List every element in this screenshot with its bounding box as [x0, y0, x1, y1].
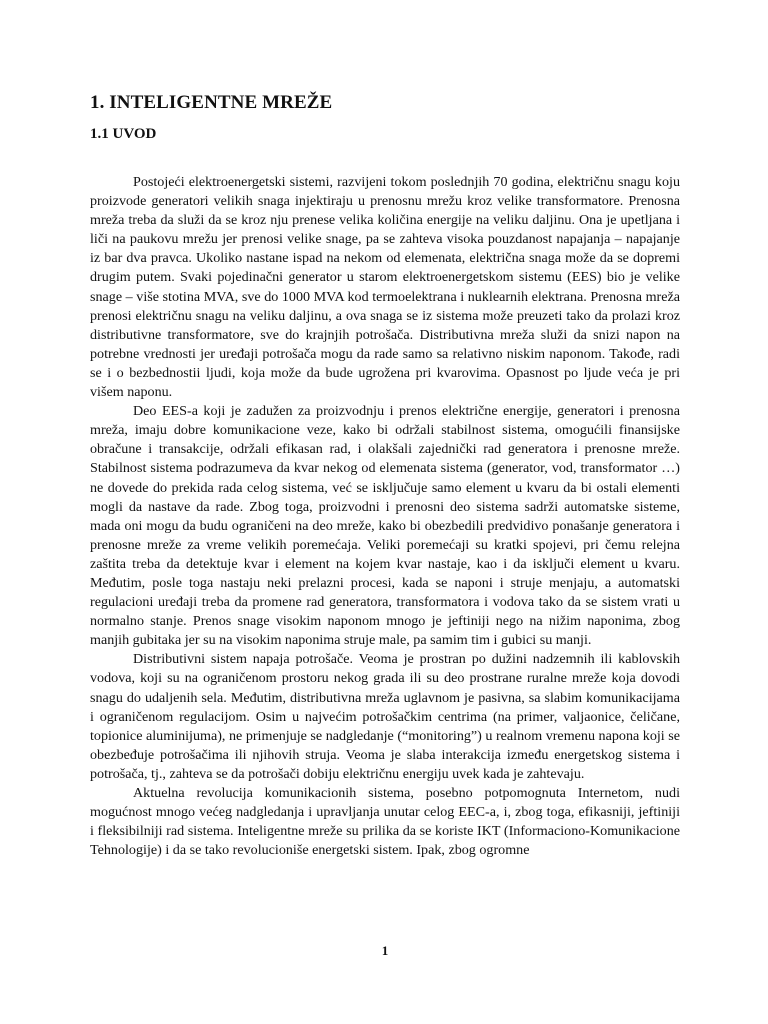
paragraph-1: Postojeći elektroenergetski sistemi, razvijeni tokom poslednjih 70 godina, električnu snagu koju proizvode generatori velikih snaga injektiraju u prenosnu mrežu kroz velike transformatore. Prenosna mreža treba da služi da se kroz nju prenese velika količina energije na veliku daljinu. Ona je upetljana i liči na paukovu mrežu jer prenosi velike snage, pa se zahteva visoka pouzdanost napajanja – napajanje iz bar dva pravca. Ukoliko nastane ispad na nekom od elemenata, električna snaga može da se dopremi drugim putem. Svaki pojedinačni generator u starom elektroenergetskom sistemu (EES) bio je velike snage – više stotina MVA, sve do 1000 MVA kod termoelektrana i nuklearnih elektrana. Prenosna mreža prenosi električnu snagu na veliku daljinu, a ova snaga se iz sistema može preuzeti tako da prolazi kroz distributivne transformatore, sve do krajnjih potrošača. Distributivna mreža služi da snizi napon na potrebne vrednosti jer uređaji potrošača mogu da rade samo sa relativno niskim naponom. Takođe, radi se i o bezbednostii ljudi, koja može da bude ugrožena pri kvarovima. Opasnost po ljude veća je pri višem naponu. [90, 174, 680, 401]
paragraph-2: Deo EES-a koji je zadužen za proizvodnju i prenos električne energije, generatori i prenosna mreža, imaju dobre komunikacione veze, kako bi održali stabilnost sistema, omogućili finansijske obračune i transakcije, održali efikasan rad, i olakšali zajednički rad generatora i prenosne mreže. Stabilnost sistema podrazumeva da kvar nekog od elemenata sistema (generator, vod, transformator …) ne dovede do prekida rada celog sistema, već se isključuje samo element u kvaru da bi ostali elementi mogli da nastave da rade. Zbog toga, proizvodni i prenosni deo sistema sadrži automatske sisteme, mada oni mogu da budu ograničeni na deo mreže, kako bi obezbedili predvidivo ponašanje generatora i prenosne mreže za vreme velikih poremećaja. Veliki poremećaji su kratki spojevi, pri čemu relejna zaštita treba da detektuje kvar i element na kojem kvar nastaje, kao i da isključi element u kvaru. Međutim, posle toga nastaju neki prelazni procesi, kada se naponi i struje menjaju, a automatski regulacioni uređaji treba da promene rad generatora, transformatora i vodova tako da se sistem vrati u normalno stanje. Prenos snage visokim naponom mnogo je jeftiniji nego na nižim naponima, zbog manjih gubitaka jer su na visokim naponima struje male, pa samim tim i gubici su manji. [90, 403, 680, 649]
paragraph-4: Aktuelna revolucija komunikacionih sistema, posebno potpomognuta Internetom, nudi mogućnost mnogo većeg nadgledanja i upravljanja unutar celog EEC-a, i, zbog toga, efikasniji, jeftiniji i fleksibilniji rad sistema. Inteligentne mreže su prilika da se koriste IKT (Informaciono-Komunikacione Tehnologije) i da se tako revolucioniše energetski sistem. Ipak, zbog ogromne [90, 785, 680, 859]
chapter-title: 1. INTELIGENTNE MREŽE [90, 92, 333, 113]
body-text [90, 173, 680, 860]
section-title: 1.1 UVOD [90, 126, 157, 142]
document-page [90, 0, 680, 1024]
page-number: 1 [381, 943, 389, 958]
paragraph-3: Distributivni sistem napaja potrošače. Veoma je prostran po dužini nadzemnih ili kablovskih vodova, koji su na ograničenom prostoru nekog grada ili su deo prostrane ruralne mreže koja dovodi snagu do udaljenih sela. Međutim, distributivna mreža uglavnom je pasivna, sa slabim komunikacijama i ograničenom regulacijom. Osim u najvećim potrošačkim centrima (na primer, valjaonice, čeličane, topionice aluminijuma), ne primenjuje se nadgledanje (“monitoring”) u realnom vremenu napona koji se obezbeđuje potrošačima ili njihovih struja. Veoma je slaba interakcija između energetskog sistema i potrošača, tj., zahteva se da potrošači dobiju električnu energiju uvek kada je zahtevaju. [90, 651, 680, 782]
